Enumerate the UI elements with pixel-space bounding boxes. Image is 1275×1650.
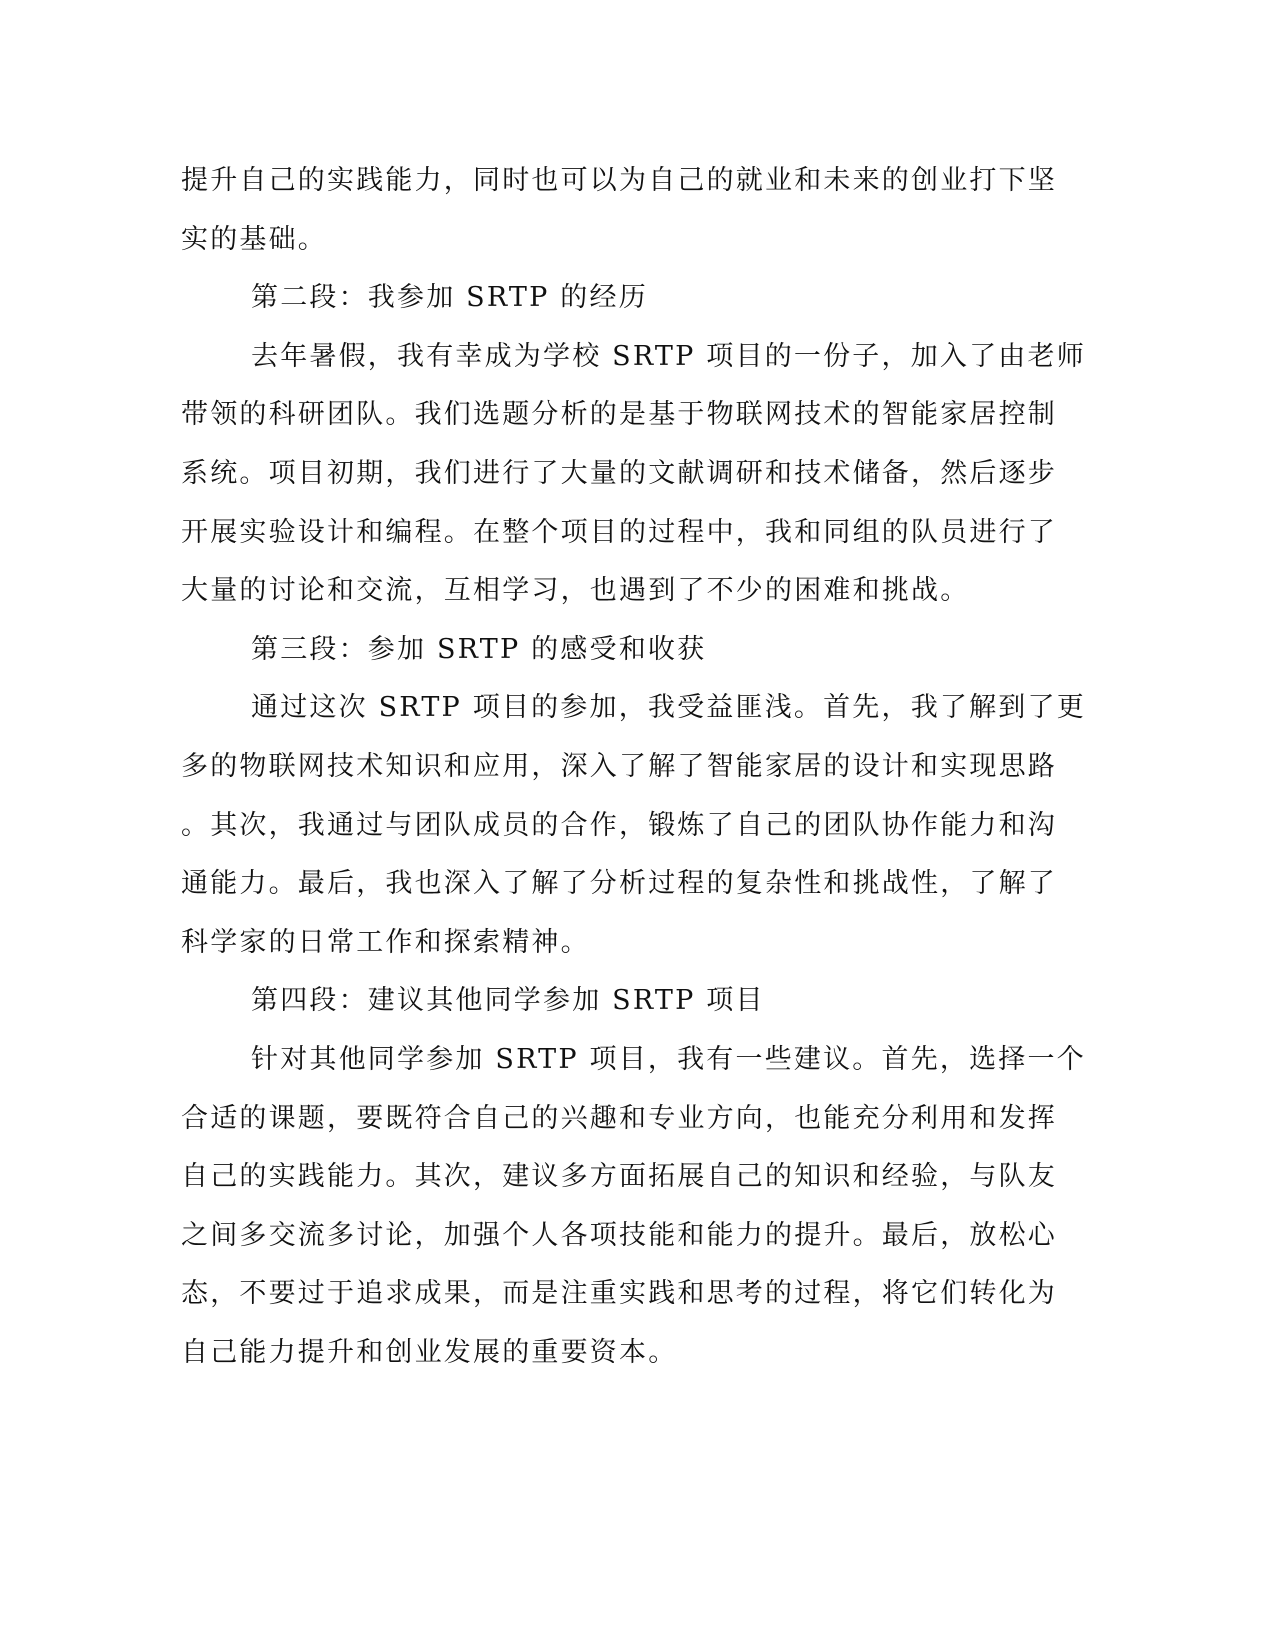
text-line: 自己的实践能力。其次，建议多方面拓展自己的知识和经验，与队友 bbox=[181, 1161, 1057, 1193]
section-heading: 第四段：建议其他同学参加 SRTP 项目 bbox=[251, 985, 765, 1017]
text-line: 态，不要过于追求成果，而是注重实践和思考的过程，将它们转化为 bbox=[181, 1278, 1057, 1310]
document-body bbox=[181, 152, 1086, 1382]
text-line: 去年暑假，我有幸成为学校 SRTP 项目的一份子，加入了由老师 bbox=[251, 340, 1086, 372]
section-heading: 第三段：参加 SRTP 的感受和收获 bbox=[251, 633, 707, 665]
text-line: 。其次，我通过与团队成员的合作，锻炼了自己的团队协作能力和沟 bbox=[181, 809, 1057, 841]
text-line: 系统。项目初期，我们进行了大量的文献调研和技术储备，然后逐步 bbox=[181, 457, 1057, 489]
text-line: 针对其他同学参加 SRTP 项目，我有一些建议。首先，选择一个 bbox=[251, 1043, 1086, 1075]
text-line: 合适的课题，要既符合自己的兴趣和专业方向，也能充分利用和发挥 bbox=[181, 1102, 1057, 1134]
text-line: 科学家的日常工作和探索精神。 bbox=[181, 926, 590, 958]
text-line: 之间多交流多讨论，加强个人各项技能和能力的提升。最后，放松心 bbox=[181, 1219, 1057, 1251]
text-line: 通过这次 SRTP 项目的参加，我受益匪浅。首先，我了解到了更 bbox=[251, 692, 1086, 724]
text-line: 通能力。最后，我也深入了解了分析过程的复杂性和挑战性，了解了 bbox=[181, 868, 1057, 900]
text-line: 带领的科研团队。我们选题分析的是基于物联网技术的智能家居控制 bbox=[181, 399, 1057, 431]
text-line: 大量的讨论和交流，互相学习，也遇到了不少的困难和挑战。 bbox=[181, 575, 970, 607]
text-line: 自己能力提升和创业发展的重要资本。 bbox=[181, 1336, 678, 1368]
text-line: 多的物联网技术知识和应用，深入了解了智能家居的设计和实现思路 bbox=[181, 750, 1057, 782]
text-line: 实的基础。 bbox=[181, 223, 327, 255]
section-heading: 第二段：我参加 SRTP 的经历 bbox=[251, 282, 648, 314]
text-line: 开展实验设计和编程。在整个项目的过程中，我和同组的队员进行了 bbox=[181, 516, 1057, 548]
text-line: 提升自己的实践能力，同时也可以为自己的就业和未来的创业打下坚 bbox=[181, 165, 1057, 196]
